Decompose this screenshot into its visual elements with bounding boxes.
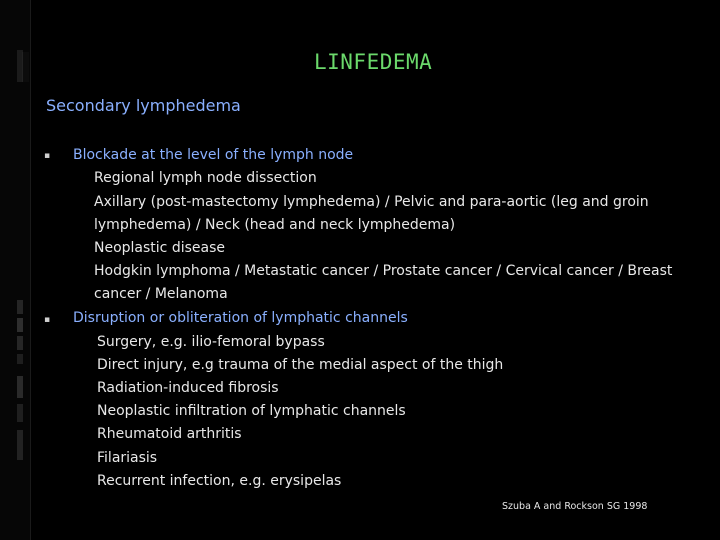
- list-item: Recurrent infection, e.g. erysipelas: [97, 473, 342, 489]
- decorative-bar: [17, 404, 23, 422]
- left-divider-line: [30, 0, 31, 540]
- decorative-bar: [17, 430, 23, 460]
- list-item: Regional lymph node dissection: [94, 170, 317, 186]
- bullet-icon: ▪: [44, 151, 51, 161]
- citation: Szuba A and Rockson SG 1998: [502, 501, 648, 512]
- list-item: Surgery, e.g. ilio-femoral bypass: [97, 334, 325, 350]
- decorative-bar: [17, 300, 23, 314]
- list-item: Direct injury, e.g trauma of the medial aspect of the thigh: [97, 357, 504, 373]
- list-item: lymphedema) / Neck (head and neck lymphedema): [94, 217, 456, 233]
- decorative-bar: [22, 52, 29, 82]
- section-heading-disruption: Disruption or obliteration of lymphatic channels: [73, 310, 408, 326]
- decorative-bar: [17, 318, 23, 332]
- list-item: Neoplastic disease: [94, 240, 225, 256]
- slide-subtitle: Secondary lymphedema: [46, 96, 241, 115]
- decorative-bar: [17, 376, 23, 398]
- decorative-bar: [17, 354, 23, 364]
- list-item: Radiation-induced fibrosis: [97, 380, 279, 396]
- decorative-bar: [17, 336, 23, 350]
- list-item: cancer / Melanoma: [94, 286, 228, 302]
- list-item: Filariasis: [97, 450, 158, 466]
- list-item: Hodgkin lymphoma / Metastatic cancer / Prostate cancer / Cervical cancer / Breast: [94, 263, 673, 279]
- list-item: Neoplastic infiltration of lymphatic channels: [97, 403, 406, 419]
- list-item: Rheumatoid arthritis: [97, 426, 242, 442]
- list-item: Axillary (post-mastectomy lymphedema) / Pelvic and para-aortic (leg and groin: [94, 194, 649, 210]
- section-heading-blockade: Blockade at the level of the lymph node: [73, 147, 354, 163]
- bullet-icon: ▪: [44, 315, 51, 325]
- slide-title: LINFEDEMA: [314, 50, 433, 74]
